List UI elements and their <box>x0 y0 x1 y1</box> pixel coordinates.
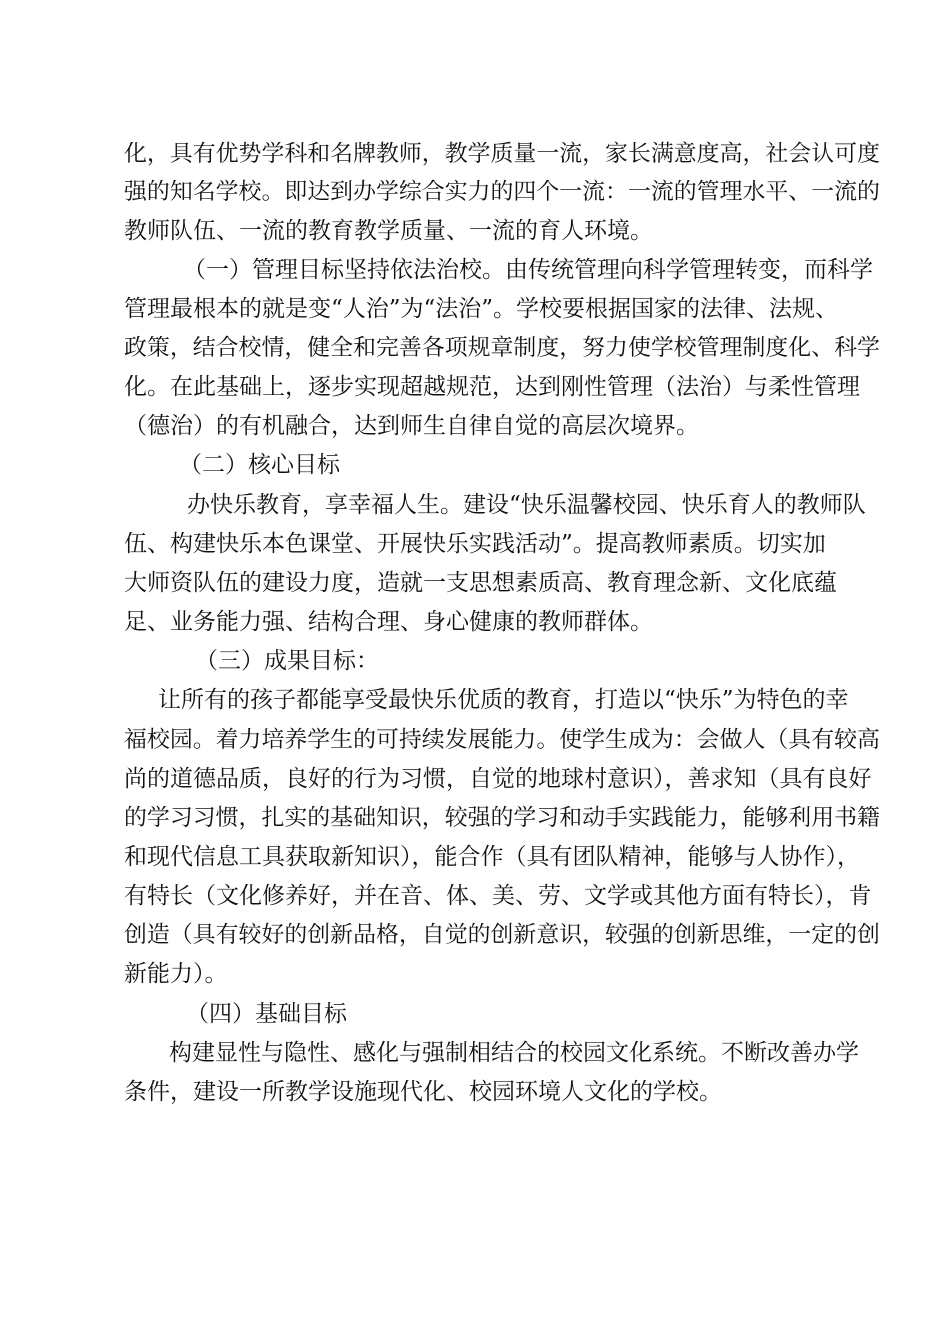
paragraph-line: 化，具有优势学科和名牌教师，教学质量一流，家长满意度高，社会认可度 <box>124 141 880 167</box>
paragraph-line: 新能力）。 <box>124 961 228 987</box>
paragraph-line: 尚的道德品质，良好的行为习惯，自觉的地球村意识），善求知（具有良好 <box>124 766 872 792</box>
section-heading-management: （一）管理目标坚持依法治校。由传统管理向科学管理转变，而科学 <box>183 257 873 283</box>
paragraph-line: 政策，结合校情，健全和完善各项规章制度，努力使学校管理制度化、科学 <box>124 335 880 361</box>
paragraph-line: （德治）的有机融合，达到师生自律自觉的高层次境界。 <box>124 413 699 439</box>
paragraph-line: 有特长（文化修养好，并在音、体、美、劳、文学或其他方面有特长），肯 <box>124 883 872 909</box>
paragraph-line: 足、业务能力强、结构合理、身心健康的教师群体。 <box>124 609 653 635</box>
paragraph-line: 强的知名学校。即达到办学综合实力的四个一流：一流的管理水平、一流的 <box>124 179 880 205</box>
paragraph-line: 构建显性与隐性、感化与强制相结合的校园文化系统。不断改善办学 <box>169 1040 859 1066</box>
paragraph-line: 和现代信息工具获取新知识），能合作（具有团队精神，能够与人协作）， <box>124 844 860 870</box>
paragraph-line: 创造（具有较好的创新品格，自觉的创新意识，较强的创新思维，一定的创 <box>124 922 880 948</box>
paragraph-line: 让所有的孩子都能享受最快乐优质的教育，打造以“快乐”为特色的幸 <box>158 687 849 713</box>
paragraph-line: 教师队伍、一流的教育教学质量、一流的育人环境。 <box>124 218 653 244</box>
section-heading-core: （二）核心目标 <box>179 452 340 478</box>
paragraph-line: 的学习习惯，扎实的基础知识，较强的学习和动手实践能力，能够利用书籍 <box>124 805 880 831</box>
section-heading-foundation: （四）基础目标 <box>186 1001 347 1027</box>
paragraph-line: 条件，建设一所教学设施现代化、校园环境人文化的学校。 <box>124 1079 722 1105</box>
paragraph-line: 化。在此基础上，逐步实现超越规范，达到刚性管理（法治）与柔性管理 <box>124 374 860 400</box>
paragraph-line: 福校园。着力培养学生的可持续发展能力。使学生成为：会做人（具有较高 <box>124 727 880 753</box>
section-heading-results: （三）成果目标： <box>195 648 379 674</box>
paragraph-line: 大师资队伍的建设力度，造就一支思想素质高、教育理念新、文化底蕴 <box>124 570 837 596</box>
paragraph-line: 办快乐教育，享幸福人生。建设“快乐温馨校园、快乐育人的教师队 <box>187 492 866 518</box>
paragraph-line: 管理最根本的就是变“人治”为“法治”。学校要根据国家的法律、法规、 <box>124 296 839 322</box>
paragraph-line: 伍、构建快乐本色课堂、开展快乐实践活动”。提高教师素质。切实加 <box>124 531 826 557</box>
